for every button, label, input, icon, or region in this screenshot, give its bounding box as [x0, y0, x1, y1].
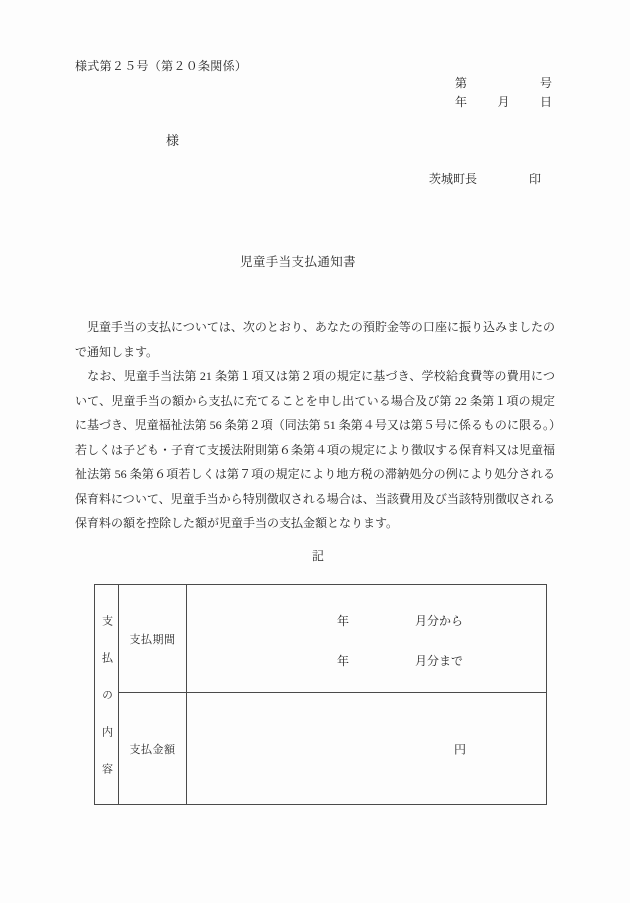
doc-number-suffix: 号 [539, 76, 552, 90]
table-rows [119, 585, 546, 804]
addressee-honorific: 様 [166, 133, 180, 148]
table-group-label: 支払の内容 [100, 615, 113, 800]
yen-unit-label: 円 [454, 742, 467, 756]
body-paragraph-2: なお、児童手当法第 21 条第１項又は第２項の規定に基づき、学校給食費等の費用について、児童手当の額から支払に充てることを申し出ている場合及び第 22 条第１項の規定に基づき、児童福祉法第 56 条第２項（同法第 51 条第４号又は第５号に係るものに限る。）若しくは子ども・子育て支援法附則第６条第４項の規定により徴収する保育料又は児童福祉法第 56 条第６項若しくは第７項の規定により地方税の滞納処分の例により処分される保育料について、児童手当から特別徴収される場合は、当該費用及び当該特別徴収される保育料の額を控除した額が児童手当の支払金額となります。 [75, 369, 556, 530]
document-number-block [455, 74, 552, 112]
table-group-label-cell [95, 585, 119, 804]
payment-amount-value-cell [187, 693, 546, 804]
payment-period-label: 支払期間 [119, 585, 187, 692]
body-paragraph-1: 児童手当の支払については、次のとおり、あなたの預貯金等の口座に振り込みましたので通知します。 [75, 320, 555, 359]
table-row-payment-period [119, 585, 546, 693]
date-month-label: 月 [497, 95, 510, 109]
period-from-year-label: 年 [337, 614, 350, 628]
period-from-suffix: 月分から [415, 614, 464, 628]
document-number-row [455, 74, 552, 93]
payment-amount-label: 支払金額 [119, 693, 187, 804]
payment-details-table [94, 584, 547, 805]
document-title: 児童手当支払通知書 [239, 255, 357, 269]
form-number: 様式第２５号（第２０条関係） [75, 59, 248, 73]
payment-period-value-cell [187, 585, 546, 692]
seal-placeholder: 印 [528, 172, 541, 186]
date-row [455, 93, 552, 112]
period-to-line [187, 652, 546, 669]
issuer-block [429, 170, 541, 187]
issuer-name: 茨城町長 [429, 172, 478, 186]
date-day-label: 日 [539, 95, 552, 109]
period-to-suffix: 月分まで [415, 654, 464, 668]
body-text [75, 315, 555, 536]
period-from-line [187, 612, 546, 629]
doc-number-prefix: 第 [455, 76, 468, 90]
period-to-year-label: 年 [337, 654, 350, 668]
ki-marker: 記 [311, 549, 324, 563]
date-year-label: 年 [455, 95, 468, 109]
table-row-payment-amount [119, 693, 546, 804]
